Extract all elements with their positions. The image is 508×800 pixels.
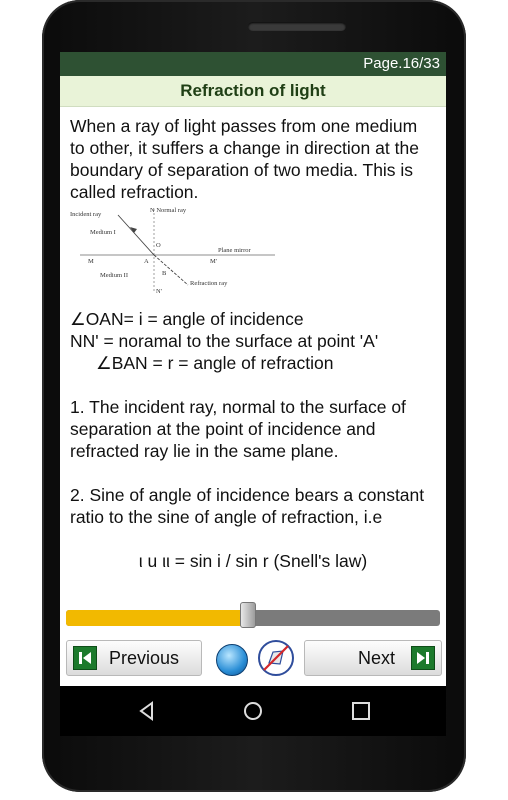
label-refraction-ray: Refraction ray	[190, 280, 228, 287]
back-icon[interactable]	[136, 700, 158, 722]
next-label: Next	[357, 647, 395, 668]
definition-refraction: ∠BAN = r = angle of refraction	[96, 353, 334, 373]
definition-normal: NN' = noramal to the surface at point 'A'	[70, 331, 379, 351]
page-indicator: Page.16/33	[60, 52, 446, 76]
snell-law: ι u ιι = sin i / sin r (Snell's law)	[138, 551, 368, 571]
previous-icon	[73, 646, 97, 670]
globe-icon[interactable]	[216, 644, 248, 676]
label-incident-ray: Incident ray	[70, 211, 102, 218]
android-navbar	[60, 686, 446, 736]
slider-thumb[interactable]	[240, 602, 256, 628]
slider-fill	[66, 610, 247, 626]
next-button[interactable]	[304, 640, 442, 676]
refraction-diagram	[70, 207, 280, 295]
phone-speaker	[248, 22, 346, 31]
label-point-b: B	[162, 270, 167, 277]
definition-incidence: ∠OAN= i = angle of incidence	[70, 309, 304, 329]
label-point-o: O	[156, 242, 161, 249]
label-point-n-prime: N'	[156, 288, 162, 295]
app-screen	[60, 52, 446, 686]
home-icon[interactable]	[242, 700, 264, 722]
lesson-content	[60, 107, 446, 572]
label-point-a: A	[144, 258, 149, 265]
previous-label: Previous	[109, 647, 180, 668]
label-plane-mirror: Plane mirror	[218, 247, 251, 254]
intro-paragraph: When a ray of light passes from one medium to other, it suffers a change in direction at the boundary of separation of two media. This is called refraction.	[70, 116, 419, 202]
label-normal-ray: N Normal ray	[150, 207, 187, 214]
label-medium-1: Medium I	[90, 229, 116, 236]
next-icon	[411, 646, 435, 670]
page-footer	[60, 600, 446, 686]
no-ads-icon[interactable]	[258, 640, 294, 676]
label-m-right: M'	[210, 258, 217, 265]
previous-button[interactable]	[66, 640, 202, 676]
recents-icon[interactable]	[350, 700, 372, 722]
page-slider[interactable]	[66, 606, 440, 630]
page-title: Refraction of light	[60, 76, 446, 107]
law-1: 1. The incident ray, normal to the surface of separation at the point of incidence and refracted ray lie in the same plane.	[70, 397, 406, 461]
label-medium-2: Medium II	[100, 272, 128, 279]
label-m-left: M	[88, 258, 94, 265]
law-2: 2. Sine of angle of incidence bears a constant ratio to the sine of angle of refraction, i.e	[70, 485, 425, 527]
